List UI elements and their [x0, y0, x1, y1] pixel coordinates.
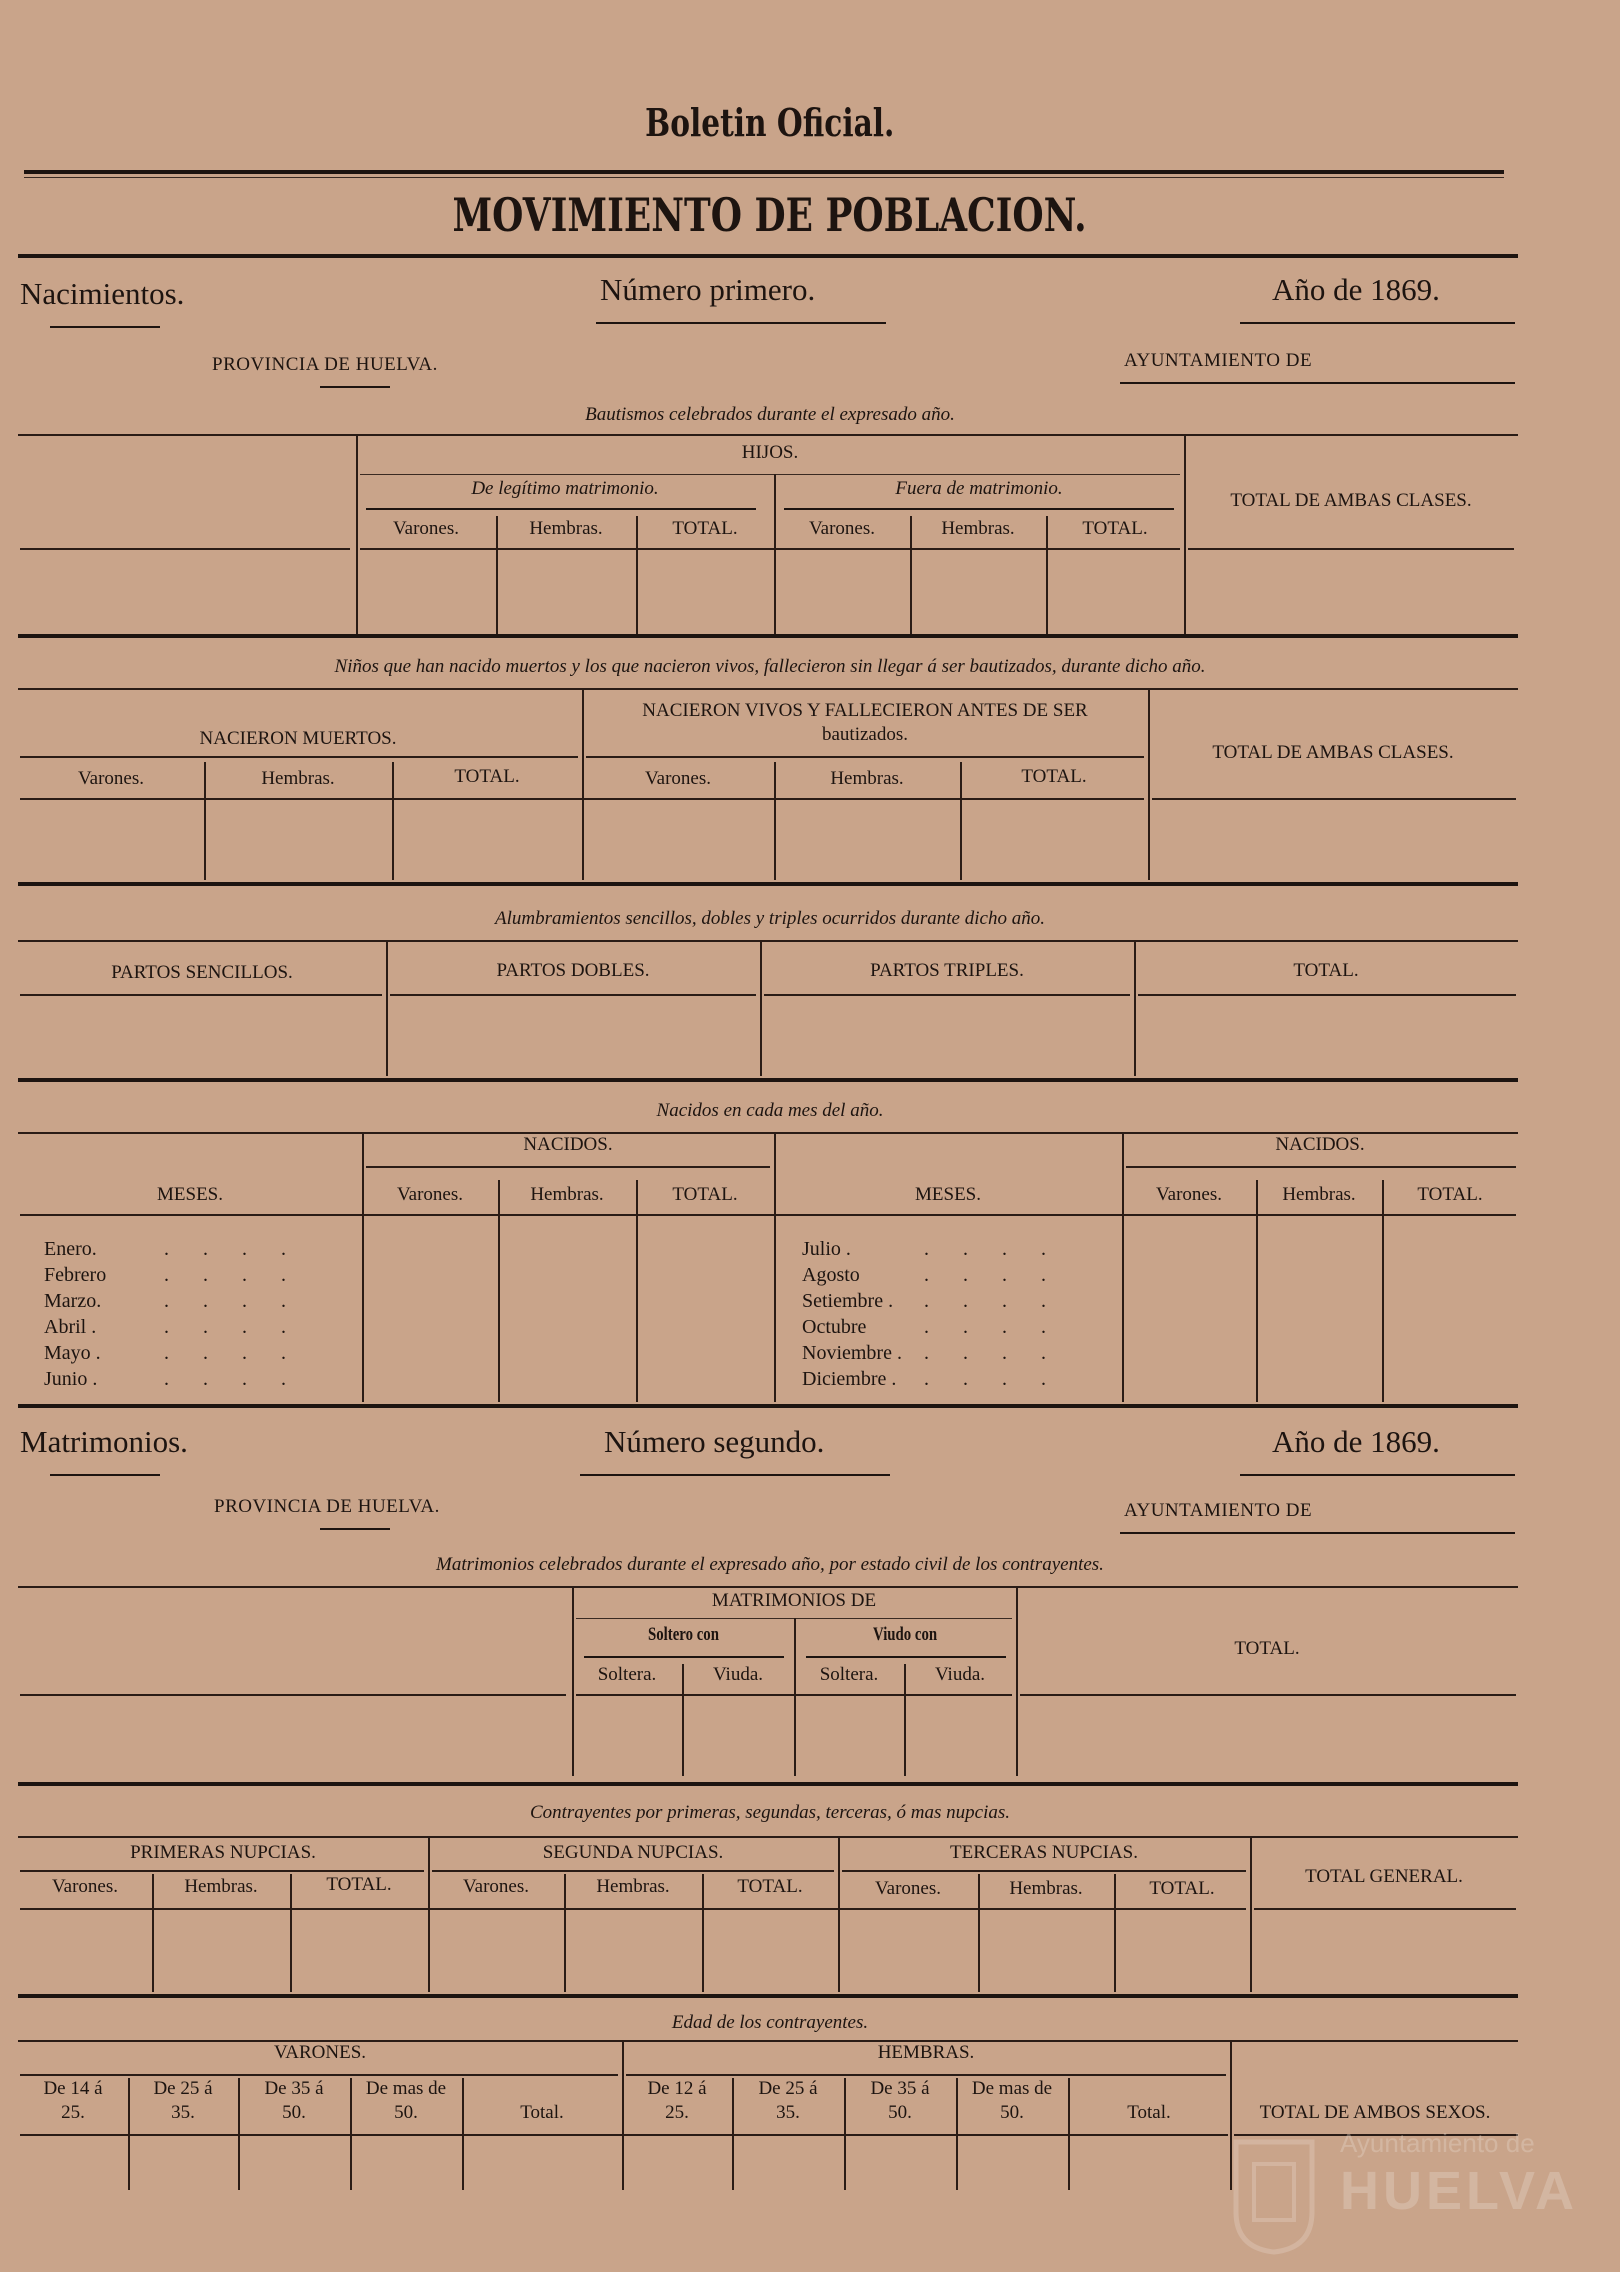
t6-vline	[1250, 1836, 1252, 1992]
t7-hembras: HEMBRAS.	[877, 2042, 975, 2063]
ornament-rule	[596, 322, 886, 324]
t6-rule	[432, 1870, 834, 1872]
t1-total-2: TOTAL.	[1082, 518, 1148, 539]
t5-vline	[1016, 1586, 1018, 1776]
t1-hembras-2: Hembras.	[941, 518, 1015, 539]
t5-rule	[1020, 1694, 1516, 1696]
month-label: Abril .	[44, 1316, 97, 1338]
t1-rule	[1188, 548, 1514, 550]
t5-rule	[584, 1656, 784, 1658]
age-range-to: 35.	[776, 2102, 800, 2123]
ornament-rule	[580, 1474, 890, 1476]
t1-hijos: HIJOS.	[741, 442, 799, 463]
t1-hembras-1: Hembras.	[529, 518, 603, 539]
t1-caption: Bautismos celebrados durante el expresado año.	[585, 404, 955, 425]
age-range-to: Total.	[1127, 2102, 1171, 2123]
t1-varones-1: Varones.	[393, 518, 459, 539]
age-range-from: De 12 á	[647, 2078, 707, 2099]
ornament-rule	[1240, 1474, 1515, 1476]
t4-vline	[774, 1132, 776, 1402]
t6-rule	[1254, 1908, 1516, 1910]
t6-total-general: TOTAL GENERAL.	[1305, 1866, 1463, 1887]
t5-soltero: Soltero con	[647, 1624, 719, 1645]
ornament-rule	[50, 1474, 160, 1476]
leader-dots: ....	[164, 1290, 320, 1312]
t6-hembras-2: Hembras.	[596, 1876, 670, 1897]
t6-rule	[20, 1870, 424, 1872]
t5-top-rule	[18, 1586, 1518, 1588]
t4-total-2: TOTAL.	[1417, 1184, 1483, 1205]
t6-total-2: TOTAL.	[737, 1876, 803, 1897]
t5-caption: Matrimonios celebrados durante el expresado año, por estado civil de los contrayentes.	[436, 1554, 1104, 1575]
age-range-from: De mas de	[971, 2078, 1053, 2099]
section-nacimientos: Nacimientos.	[20, 276, 185, 311]
t5-soltera-2: Soltera.	[819, 1664, 879, 1685]
anio-matrimonios: Año de 1869.	[1272, 1424, 1440, 1459]
t7-rule	[20, 2074, 618, 2076]
t4-bottom-rule	[18, 1404, 1518, 1408]
t4-vline	[362, 1132, 364, 1402]
ayuntamiento-fill-line	[1120, 382, 1515, 384]
t4-nacidos-left: NACIDOS.	[523, 1134, 613, 1155]
numero-segundo: Número segundo.	[604, 1424, 825, 1459]
ornament-rule	[320, 1528, 390, 1530]
age-range-to: 50.	[282, 2102, 306, 2123]
t1-total-1: TOTAL.	[672, 518, 738, 539]
t2-caption: Niños que han nacido muertos y los que nacieron vivos, fallecieron sin llegar á ser bautizados, durante dicho año.	[334, 656, 1206, 677]
month-label: Julio .	[802, 1238, 851, 1260]
t4-caption: Nacidos en cada mes del año.	[656, 1100, 884, 1121]
t6-bottom-rule	[18, 1994, 1518, 1998]
t3-rule	[1138, 994, 1516, 996]
t6-rule	[842, 1870, 1246, 1872]
t6-total-3: TOTAL.	[1149, 1878, 1215, 1899]
month-label: Junio .	[44, 1368, 98, 1390]
age-range-to: 25.	[61, 2102, 85, 2123]
t2-total-1: TOTAL.	[454, 766, 520, 787]
boletin-title: Boletin Oficial.	[645, 100, 895, 145]
ayuntamiento-nacimientos: AYUNTAMIENTO DE	[1124, 350, 1313, 371]
rule	[24, 170, 1504, 174]
t2-rule	[20, 756, 578, 758]
t5-rule	[20, 1694, 566, 1696]
t2-hembras-2: Hembras.	[830, 768, 904, 789]
t2-total-ambas: TOTAL DE AMBAS CLASES.	[1212, 742, 1454, 763]
t2-muertos: NACIERON MUERTOS.	[199, 728, 397, 749]
t4-varones-1: Varones.	[397, 1184, 463, 1205]
month-label: Noviembre .	[802, 1342, 902, 1364]
t3-caption: Alumbramientos sencillos, dobles y triples ocurridos durante dicho año.	[495, 908, 1045, 929]
t1-fuera: Fuera de matrimonio.	[895, 478, 1063, 499]
watermark-line2: HUELVA	[1340, 2161, 1578, 2221]
ayuntamiento-fill-line	[1120, 1532, 1515, 1534]
t6-total-1: TOTAL.	[326, 1874, 392, 1895]
month-label: Diciembre .	[802, 1368, 897, 1390]
numero-primero: Número primero.	[600, 272, 816, 307]
main-heading	[0, 188, 1540, 242]
t5-viuda-2: Viuda.	[934, 1664, 986, 1685]
t5-soltera-1: Soltera.	[597, 1664, 657, 1685]
age-range-from: De 35 á	[870, 2078, 930, 2099]
t7-rule	[20, 2134, 1228, 2136]
t6-top-rule	[18, 1836, 1518, 1838]
t7-total-ambos: TOTAL DE AMBOS SEXOS.	[1259, 2102, 1491, 2123]
t6-rule	[20, 1908, 1246, 1910]
leader-dots: ....	[924, 1238, 1080, 1260]
t7-varones: VARONES.	[273, 2042, 367, 2063]
leader-dots: ....	[924, 1368, 1080, 1390]
t6-varones-1: Varones.	[52, 1876, 118, 1897]
t6-caption: Contrayentes por primeras, segundas, terceras, ó mas nupcias.	[529, 1802, 1011, 1823]
t1-vline	[1184, 434, 1186, 634]
t2-rule	[586, 756, 1144, 758]
leader-dots: ....	[164, 1342, 320, 1364]
month-label: Octubre	[802, 1316, 867, 1338]
t2-vivos-2: bautizados.	[821, 724, 908, 745]
leader-dots: ....	[924, 1264, 1080, 1286]
boletin-heading	[0, 100, 1540, 145]
t4-rule	[20, 1214, 1516, 1216]
section-matrimonios: Matrimonios.	[20, 1424, 188, 1459]
t5-viudo: Viudo con	[872, 1624, 938, 1645]
t2-top-rule	[18, 688, 1518, 690]
age-range-from: De mas de	[365, 2078, 447, 2099]
provincia-nacimientos: PROVINCIA DE HUELVA.	[212, 354, 438, 375]
t1-rule	[360, 548, 1180, 550]
t5-viuda-1: Viuda.	[712, 1664, 764, 1685]
month-label: Marzo.	[44, 1290, 102, 1312]
ornament-rule	[320, 386, 390, 388]
t5-vline	[794, 1618, 796, 1776]
t4-total-1: TOTAL.	[672, 1184, 738, 1205]
t5-rule	[576, 1694, 1012, 1696]
age-range-from: De 35 á	[264, 2078, 324, 2099]
t2-vline	[1148, 688, 1150, 880]
t4-rule	[1126, 1166, 1516, 1168]
t6-varones-3: Varones.	[875, 1878, 941, 1899]
t1-rule	[360, 474, 1180, 475]
t2-varones-2: Varones.	[645, 768, 711, 789]
t3-rule	[390, 994, 756, 996]
age-range-to: 35.	[171, 2102, 195, 2123]
t4-meses-right: MESES.	[915, 1184, 981, 1205]
t4-hembras-1: Hembras.	[530, 1184, 604, 1205]
age-range-to: 50.	[1000, 2102, 1024, 2123]
t7-caption: Edad de los contrayentes.	[671, 2012, 869, 2033]
month-label: Febrero	[44, 1264, 107, 1286]
t1-bottom-rule	[18, 634, 1518, 638]
t4-vline	[1122, 1132, 1124, 1402]
month-label: Mayo .	[44, 1342, 101, 1364]
seal-icon	[1226, 2132, 1322, 2256]
leader-dots: ....	[924, 1290, 1080, 1312]
t6-varones-2: Varones.	[463, 1876, 529, 1897]
t2-hembras-1: Hembras.	[261, 768, 335, 789]
t2-vivos: NACIERON VIVOS Y FALLECIERON ANTES DE SER	[642, 700, 1088, 721]
rule	[18, 254, 1518, 258]
t6-primeras: PRIMERAS NUPCIAS.	[130, 1842, 316, 1863]
leader-dots: ....	[164, 1238, 320, 1260]
t4-rule	[366, 1166, 770, 1168]
age-range-to: Total.	[520, 2102, 564, 2123]
leader-dots: ....	[164, 1368, 320, 1390]
t1-varones-2: Varones.	[809, 518, 875, 539]
t1-legitimo: De legítimo matrimonio.	[471, 478, 659, 499]
month-label: Agosto	[802, 1264, 860, 1286]
t2-rule	[20, 798, 1144, 800]
age-range-from: De 25 á	[153, 2078, 213, 2099]
t5-matrimonios-de: MATRIMONIOS DE	[711, 1590, 877, 1611]
ornament-rule	[50, 326, 160, 328]
t1-rule	[784, 508, 1174, 510]
t3-bottom-rule	[18, 1078, 1518, 1082]
age-range-to: 50.	[394, 2102, 418, 2123]
leader-dots: ....	[164, 1316, 320, 1338]
t6-segunda: SEGUNDA NUPCIAS.	[542, 1842, 724, 1863]
t6-terceras: TERCERAS NUPCIAS.	[950, 1842, 1138, 1863]
t3-triples: PARTOS TRIPLES.	[870, 960, 1024, 981]
rule	[24, 177, 1504, 178]
t7-rule	[626, 2074, 1226, 2076]
t1-rule	[366, 508, 756, 510]
age-range-from: De 14 á	[43, 2078, 103, 2099]
anio-nacimientos: Año de 1869.	[1272, 272, 1440, 307]
watermark-line1: Ayuntamiento de	[1340, 2128, 1535, 2158]
age-range-to: 25.	[665, 2102, 689, 2123]
age-range-to: 50.	[888, 2102, 912, 2123]
t3-rule	[764, 994, 1130, 996]
month-label: Enero.	[44, 1238, 97, 1260]
t1-vline	[774, 474, 776, 634]
provincia-matrimonios: PROVINCIA DE HUELVA.	[214, 1496, 440, 1517]
t6-hembras-3: Hembras.	[1009, 1878, 1083, 1899]
leader-dots: ....	[924, 1342, 1080, 1364]
t3-rule	[20, 994, 382, 996]
t1-total-ambas: TOTAL DE AMBAS CLASES.	[1230, 490, 1472, 511]
t1-rule	[20, 548, 350, 550]
t6-hembras-1: Hembras.	[184, 1876, 258, 1897]
leader-dots: ....	[924, 1316, 1080, 1338]
t2-bottom-rule	[18, 882, 1518, 886]
ornament-rule	[1240, 322, 1515, 324]
t3-dobles: PARTOS DOBLES.	[496, 960, 650, 981]
main-title: MOVIMIENTO DE POBLACION.	[452, 188, 1088, 242]
t3-total: TOTAL.	[1293, 960, 1359, 981]
t3-top-rule	[18, 940, 1518, 942]
month-label: Setiembre .	[802, 1290, 894, 1312]
leader-dots: ....	[164, 1264, 320, 1286]
ayuntamiento-matrimonios: AYUNTAMIENTO DE	[1124, 1500, 1313, 1521]
t5-total: TOTAL.	[1234, 1638, 1300, 1659]
t2-rule	[1152, 798, 1516, 800]
t4-varones-2: Varones.	[1156, 1184, 1222, 1205]
t5-rule	[806, 1656, 1006, 1658]
t4-nacidos-right: NACIDOS.	[1275, 1134, 1365, 1155]
t4-hembras-2: Hembras.	[1282, 1184, 1356, 1205]
age-range-from: De 25 á	[758, 2078, 818, 2099]
t1-top-rule	[18, 434, 1518, 436]
t4-meses-left: MESES.	[157, 1184, 223, 1205]
t3-sencillos: PARTOS SENCILLOS.	[111, 962, 293, 983]
t2-total-2: TOTAL.	[1021, 766, 1087, 787]
t2-varones-1: Varones.	[78, 768, 144, 789]
t5-bottom-rule	[18, 1782, 1518, 1786]
